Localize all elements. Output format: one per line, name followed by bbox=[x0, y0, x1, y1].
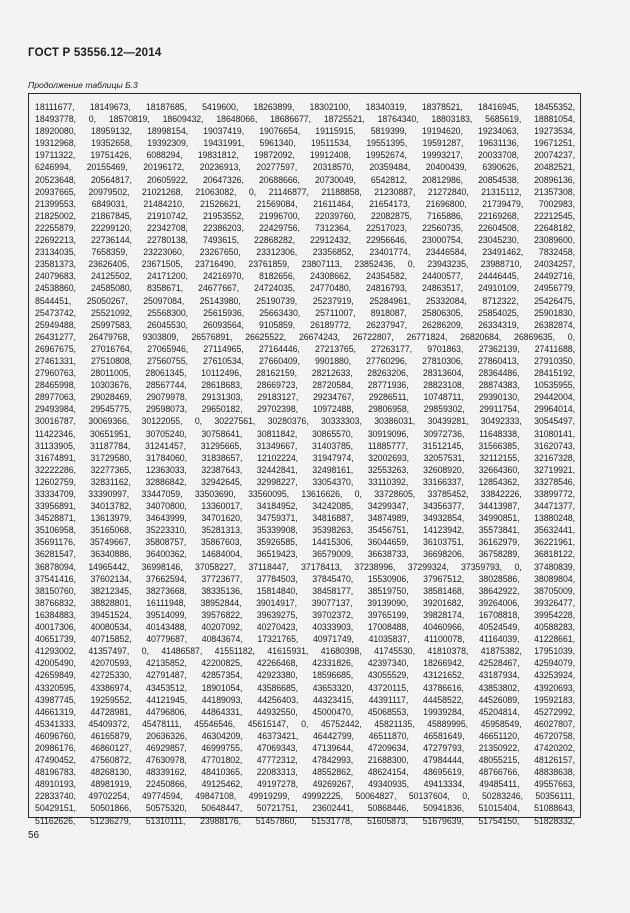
table-line: 25473742, 25521092, 25568300, 25615936, 25663430, 25711007, 8918087, 25806305, 25854025, 25901830, bbox=[35, 307, 575, 318]
table-line: 22833740, 49702254, 49774594, 49847108, 49919299, 49992225, 50064827, 50137604, 0, 50283246, 50356111, bbox=[35, 791, 575, 802]
table-line: 23581373, 23626405, 23671505, 23716490, 23761859, 23807113, 23852436, 0, 23943235, 23988710, 24034257, bbox=[35, 259, 575, 270]
table-line: 24538860, 24585080, 8358671, 24677667, 24724035, 24770480, 24816793, 24863517, 24910109, 24956779, bbox=[35, 283, 575, 294]
table-line: 29493984, 29545775, 29598073, 29650182, 29702398, 10972488, 29806958, 29859302, 29911754, 29964014, bbox=[35, 404, 575, 415]
table-line: 50429151, 50501866, 50575320, 50648447, 50721751, 23602441, 50868446, 50941836, 51015404, 51088643, bbox=[35, 803, 575, 814]
table-line: 42005490, 42070593, 42135852, 42200825, 42266468, 42331826, 42397340, 18266942, 42528467, 42594079, bbox=[35, 658, 575, 669]
table-line: 11422346, 30651951, 30705240, 30758641, 30811842, 30865570, 30919096, 30972736, 11648338, 31080141, bbox=[35, 428, 575, 439]
table-line: 20986176, 46860127, 46929857, 46999755, 47069343, 47139644, 47209634, 47279793, 21350922, 47420202, bbox=[35, 742, 575, 753]
page-number: 56 bbox=[28, 830, 40, 841]
table-line: 25949488, 25997583, 26045530, 26093564, 9105859, 26189772, 26237947, 26286209, 26334319, 26382874, bbox=[35, 319, 575, 330]
table-line: 31133905, 31187784, 31241457, 31295665, 31349667, 31403785, 11885777, 31512145, 31566385, 31620743, bbox=[35, 440, 575, 451]
table-line: 38150760, 38212345, 38273668, 38335136, 15814840, 38458177, 38519750, 38581468, 38642922, 38705009, bbox=[35, 585, 575, 596]
table-line: 43987745, 19259552, 44121945, 44189093, 44256403, 44323415, 44391117, 44458522, 44526089, 19592183, bbox=[35, 694, 575, 705]
table-line: 44661319, 44728981, 44796806, 44864331, 44932550, 45000470, 45068553, 19939284, 45204814, 45272992, bbox=[35, 706, 575, 717]
table-caption: Продолжение таблицы Б.3 bbox=[28, 80, 138, 90]
table-line: 35106958, 35165068, 35223310, 35281313, 35339908, 35398263, 35456751, 14123942, 35573841, 35632441, bbox=[35, 525, 575, 536]
table-line: 16384883, 39451524, 39514099, 39576822, 39639275, 39702372, 39765199, 39828174, 16708818, 39954228, bbox=[35, 609, 575, 620]
table-line: 36281547, 36340886, 36400362, 14684004, 36519423, 36579009, 36638733, 36698206, 36758289, 36818122, bbox=[35, 549, 575, 560]
table-line: 23134035, 7658359, 23223060, 23267650, 23312306, 23356852, 23401774, 23446584, 23491462, 7832458, bbox=[35, 247, 575, 258]
table-line: 20937665, 20979502, 21021268, 21063082, 0, 21146877, 21188858, 21230887, 21272840, 21315112, 21357308, bbox=[35, 186, 575, 197]
table-frame bbox=[28, 93, 581, 826]
table-line: 18493778, 0, 18570819, 18609432, 18648066, 18686677, 18725521, 18764340, 18803183, 5685619, 18881054, bbox=[35, 114, 575, 125]
table-line: 19711322, 19751426, 6088294, 19831812, 19872092, 19912408, 19952674, 19993217, 20033708, 20074237, bbox=[35, 150, 575, 161]
table-line: 33956891, 34013782, 34070800, 13360017, 34184952, 34242085, 34299347, 34356377, 34413987, 34471377, bbox=[35, 501, 575, 512]
table-line: 18920080, 18959132, 18998154, 19037419, 19076654, 19115915, 5819399, 19194620, 19234063, 19273534, bbox=[35, 126, 575, 137]
table-line: 21399553, 6849031, 21484210, 21526621, 21569084, 21611464, 21654173, 21696800, 21739479, 7002983, bbox=[35, 198, 575, 209]
table-line: 26431277, 26479768, 9303809, 26576891, 26625522, 26674243, 26722807, 26771824, 26820684, 26869635, 0, bbox=[35, 331, 575, 342]
table-line: 32222286, 32277365, 12363033, 32387643, 32442841, 32498161, 32553263, 32608920, 32664360, 32719921, bbox=[35, 464, 575, 475]
table-line: 34528871, 13613979, 34643999, 34701620, 34759371, 34816887, 34874989, 34932854, 34990851, 13880248, bbox=[35, 513, 575, 524]
table-line: 8544451, 25050267, 25097084, 25143980, 25190739, 25237919, 25284961, 25332084, 8712322, 25426475, bbox=[35, 295, 575, 306]
table-line: 27461331, 27510808, 27560755, 27610534, 27660409, 9901880, 27760296, 27810306, 27860413, 27910350, bbox=[35, 355, 575, 366]
table-line: 6246994, 20155469, 20196172, 20236913, 20277597, 20318570, 20359484, 20400439, 6390626, 20482521, bbox=[35, 162, 575, 173]
table-line: 48196783, 48268130, 48339162, 48410365, 22083313, 48552862, 48624154, 48695619, 48766766, 48838638, bbox=[35, 767, 575, 778]
table-line: 33334709, 33390997, 33447059, 33503690, 33560095, 13616626, 0, 33728605, 33785452, 33842226, 33899772, bbox=[35, 489, 575, 499]
table-line: 47490452, 47560872, 47630978, 47701802, 47772312, 47842993, 21688300, 47984444, 48055215, 48126157, bbox=[35, 755, 575, 766]
table-body bbox=[35, 101, 575, 827]
standard-header: ГОСТ Р 53556.12—2014 bbox=[28, 47, 162, 59]
table-line: 28977063, 29028469, 29079978, 29131303, 29183127, 29234767, 29286511, 10748711, 29390130, 29442004, bbox=[35, 392, 575, 403]
table-line: 22692213, 22736144, 22780138, 7493615, 22868282, 22912432, 22956646, 23000754, 23045230, 23089600, bbox=[35, 235, 575, 246]
table-line: 48910193, 48981919, 22450866, 49125462, 49197278, 49269267, 49340935, 49413334, 49485411, 49557663, bbox=[35, 779, 575, 790]
table-line: 42659849, 42725330, 42791487, 42857354, 42923380, 18596685, 43055529, 43121652, 43187934, 43253924, bbox=[35, 670, 575, 681]
table-line: 18111677, 18149673, 18187685, 5419600, 18263899, 18302100, 18340319, 18378521, 18416945, 18455352, bbox=[35, 102, 575, 112]
table-line: 40017306, 40080534, 40143488, 40207092, 40270423, 40333903, 17008488, 40460966, 40524549, 40588283, bbox=[35, 622, 575, 633]
table-line: 41293002, 41357497, 0, 41486587, 41551182, 41615931, 41680398, 41745530, 41810378, 41875382, 17951039, bbox=[35, 646, 575, 657]
table-line: 40651739, 40715852, 40779687, 40843674, 17321765, 40971749, 41035837, 41100078, 41164039, 41228661, bbox=[35, 634, 575, 645]
table-line: 37541416, 37602134, 37662594, 37723677, 37784503, 37845470, 15530906, 37967512, 38028586, 38089804, bbox=[35, 573, 575, 584]
table-line: 30016787, 30069366, 30122055, 0, 30227561, 30280376, 30333303, 30386031, 30439281, 30492333, 30545497, bbox=[35, 416, 575, 427]
table-line: 35691176, 35749667, 35808757, 35867603, 35926585, 14415306, 36044659, 36103751, 36162979, 36221961, bbox=[35, 537, 575, 548]
table-line: 28465998, 10303676, 28567744, 28618683, 28669723, 28720584, 28771936, 28823108, 28874383, 10535955, bbox=[35, 380, 575, 391]
table-line: 45341333, 45409372, 45478111, 45546546, 45615147, 0, 45752442, 45821135, 45889995, 45958549, 46027807, bbox=[35, 718, 575, 729]
table-line: 12602759, 32831162, 32886842, 32942645, 32998227, 33054370, 33110392, 33166337, 12854362, 33278546, bbox=[35, 476, 575, 487]
table-line: 22255879, 22299120, 22342708, 22386203, 22429756, 7312364, 22517023, 22560735, 22604508, 22648182, bbox=[35, 222, 575, 233]
table-line: 43320595, 43386974, 43453512, 18901054, 43586685, 43653320, 43720115, 43786616, 43853802, 43920693, bbox=[35, 682, 575, 693]
table-line: 38766832, 38828801, 16111948, 38952844, 39014917, 39077137, 39139090, 39201682, 39264006, 39326477, bbox=[35, 597, 575, 608]
table-line: 31674891, 31729580, 31784060, 31838657, 12102224, 31947974, 32002693, 32057531, 32112155, 32167328, bbox=[35, 452, 575, 463]
table-line: 21825002, 21867845, 21910742, 21953552, 21996700, 22039760, 22082875, 7165886, 22169268, 22212545, bbox=[35, 210, 575, 221]
table-line: 20523648, 20564817, 20605922, 20647326, 20688666, 20730049, 6542812, 20812986, 20854538, 20896136, bbox=[35, 174, 575, 185]
table-line: 27960763, 28011005, 28061345, 10112496, 28162159, 28212633, 28263206, 28313604, 28364486, 28415192, bbox=[35, 368, 575, 379]
table-line: 26967675, 27016764, 27065946, 27114965, 27164446, 27213765, 27263177, 9701863, 27362139, 27411688, bbox=[35, 343, 575, 354]
table-line: 51162626, 51236279, 51310111, 23988176, 51457860, 51531778, 51605873, 51679639, 51754150, 51828332, bbox=[35, 815, 575, 826]
table-line: 46096760, 46165879, 20636326, 46304209, 46373421, 46442799, 46511870, 46581649, 46651120, 46720758, bbox=[35, 730, 575, 741]
table-line: 36878094, 14965442, 36998146, 37058227, 37118447, 37178413, 37238996, 37299324, 37359793, 0, 37480839, bbox=[35, 561, 575, 572]
table-line: 19312968, 19352658, 19392309, 19431991, 5961340, 19511534, 19551395, 19591287, 19631136, 19671251, bbox=[35, 138, 575, 149]
table-line: 24079683, 24125502, 24171200, 24216970, 8182656, 24308662, 24354582, 24400577, 24446445, 24492716, bbox=[35, 271, 575, 282]
